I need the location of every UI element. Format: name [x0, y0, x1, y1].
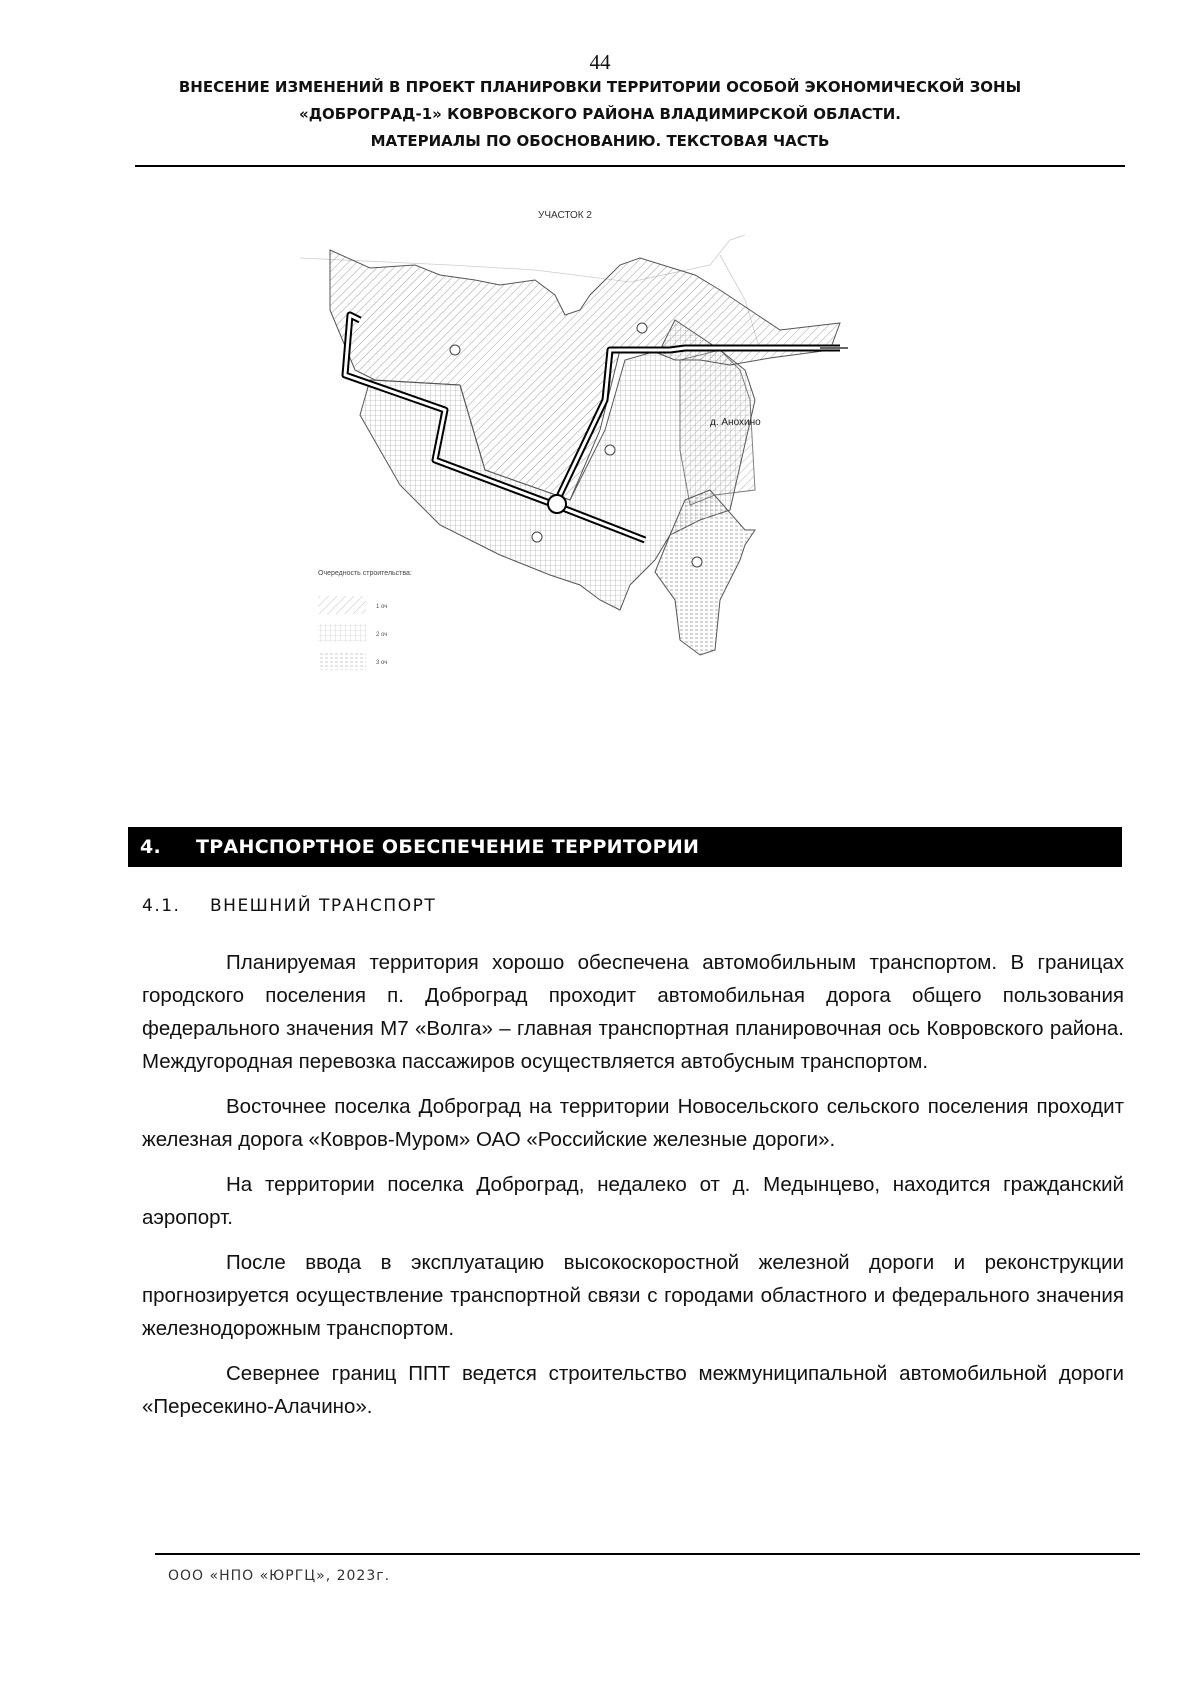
subsection-heading	[142, 896, 436, 916]
legend-title: Очередность строительства:	[318, 570, 412, 577]
section-heading-bar	[128, 827, 1122, 867]
paragraph-5: Севернее границ ППТ ведется строительство межмуниципальной автомобильной дороги «Пересекино-Алачино».	[142, 1362, 1124, 1418]
legend-item-1: 1 оч	[376, 604, 388, 610]
header-line-2: «ДОБРОГРАД-1» КОВРОВСКОГО РАЙОНА ВЛАДИМИРСКОЙ ОБЛАСТИ.	[299, 105, 901, 123]
page-number: 44	[589, 50, 611, 74]
paragraph-1: Планируемая территория хорошо обеспечена автомобильным транспортом. В границах городского поселения п. Доброград проходит автомобильная дорога общего пользования федерального значения М7 «Волга» – главная транспортная планировочная ось Ковровского района. Междугородная перевозка пассажиров осуществляется автобусным транспортом.	[142, 951, 1124, 1073]
section-title: ТРАНСПОРТНОЕ ОБЕСПЕЧЕНИЕ ТЕРРИТОРИИ	[196, 836, 700, 858]
map-title: УЧАСТОК 2	[538, 210, 592, 221]
legend-item-2: 2 оч	[376, 632, 388, 638]
header-divider	[135, 165, 1125, 167]
header-line-3: МАТЕРИАЛЫ ПО ОБОСНОВАНИЮ. ТЕКСТОВАЯ ЧАСТЬ	[370, 132, 830, 150]
footer-organization: ООО «НПО «ЮРГЦ», 2023г.	[168, 1568, 391, 1584]
document-header	[120, 74, 1080, 155]
footer-divider	[155, 1553, 1140, 1555]
header-line-1: ВНЕСЕНИЕ ИЗМЕНЕНИЙ В ПРОЕКТ ПЛАНИРОВКИ ТЕРРИТОРИИ ОСОБОЙ ЭКОНОМИЧЕСКОЙ ЗОНЫ	[178, 78, 1022, 96]
subsection-number: 4.1.	[142, 896, 181, 916]
paragraph-4: После ввода в эксплуатацию высокоскоростной железной дороги и реконструкции прогнозируется осуществление транспортной связи с городами областного и федерального значения железнодорожным транспортом.	[142, 1251, 1124, 1340]
village-label: д. Анохино	[710, 417, 761, 428]
section-number: 4.	[140, 836, 162, 858]
roundabout	[548, 495, 566, 513]
body-text	[142, 946, 1124, 1435]
paragraph-2: Восточнее поселка Доброград на территории Новосельского сельского поселения проходит железная дорога «Ковров-Муром» ОАО «Российские железные дороги».	[142, 1095, 1124, 1151]
legend	[318, 596, 387, 670]
subsection-title: ВНЕШНИЙ ТРАНСПОРТ	[210, 896, 437, 916]
site-plan-map	[300, 200, 940, 760]
paragraph-3: На территории поселка Доброград, недалеко от д. Медынцево, находится гражданский аэропорт.	[142, 1173, 1124, 1229]
legend-item-3: 3 оч	[376, 660, 388, 666]
